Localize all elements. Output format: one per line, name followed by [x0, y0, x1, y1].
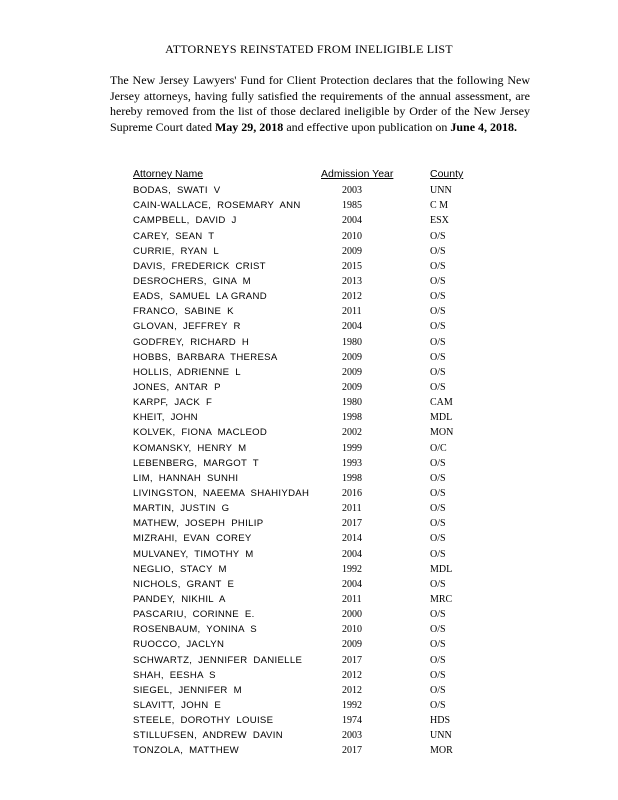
intro-text-part1: The New Jersey Lawyers' Fund for Client Protection declares that the following New Jersey attorneys, having fully satisfied the requirements of the annual assessment, are hereby removed from the list of those declared ineligible by Order of the New Jersey Supreme Court dated: [110, 73, 530, 134]
admission-year-cell: 2014: [342, 533, 362, 545]
intro-text-part2: and effective upon publication on: [283, 119, 451, 134]
county-cell: O/C: [430, 442, 447, 454]
admission-year-cell: 2012: [342, 291, 362, 303]
admission-year-cell: 1998: [342, 412, 362, 424]
attorney-name-cell: NICHOLS, GRANT E: [133, 578, 235, 590]
county-cell: CAM: [430, 397, 453, 409]
attorney-name-cell: NEGLIO, STACY M: [133, 563, 227, 575]
county-cell: O/S: [430, 503, 446, 515]
attorney-name-cell: FRANCO, SABINE K: [133, 306, 234, 318]
county-cell: O/S: [430, 609, 446, 621]
table-row: [133, 289, 473, 304]
county-cell: O/S: [430, 321, 446, 333]
admission-year-cell: 2012: [342, 684, 362, 696]
admission-year-cell: 1980: [342, 397, 362, 409]
county-cell: MON: [430, 427, 454, 439]
admission-year-cell: 2010: [342, 230, 362, 242]
table-row: [133, 441, 473, 456]
table-row: [133, 380, 473, 395]
county-cell: O/S: [430, 366, 446, 378]
attorney-name-cell: MATHEW, JOSEPH PHILIP: [133, 518, 264, 530]
attorney-name-cell: MARTIN, JUSTIN G: [133, 503, 230, 515]
attorney-name-cell: SLAVITT, JOHN E: [133, 699, 222, 711]
county-cell: O/S: [430, 548, 446, 560]
intro-paragraph: [110, 73, 530, 135]
attorney-name-cell: CAREY, SEAN T: [133, 230, 215, 242]
county-cell: UNN: [430, 730, 452, 742]
attorney-name-cell: EADS, SAMUEL LA GRAND: [133, 291, 267, 303]
admission-year-cell: 2000: [342, 609, 362, 621]
admission-year-cell: 2011: [342, 306, 362, 318]
header-county: County: [430, 168, 464, 180]
table-row: [133, 501, 473, 516]
attorney-name-cell: GODFREY, RICHARD H: [133, 336, 250, 348]
admission-year-cell: 1998: [342, 472, 362, 484]
admission-year-cell: 2004: [342, 548, 362, 560]
county-cell: O/S: [430, 699, 446, 711]
attorney-name-cell: CURRIE, RYAN L: [133, 245, 220, 257]
table-row: [133, 668, 473, 683]
county-cell: O/S: [430, 351, 446, 363]
order-date: May 29, 2018: [214, 119, 284, 134]
table-row: [133, 486, 473, 501]
county-cell: O/S: [430, 578, 446, 590]
table-row: [133, 698, 473, 713]
admission-year-cell: 2017: [342, 518, 362, 530]
admission-year-cell: 2009: [342, 245, 362, 257]
admission-year-cell: 2009: [342, 381, 362, 393]
attorney-name-cell: HOLLIS, ADRIENNE L: [133, 366, 241, 378]
attorney-name-cell: STEELE, DOROTHY LOUISE: [133, 715, 274, 727]
attorney-name-cell: BODAS, SWATI V: [133, 185, 221, 197]
admission-year-cell: 2002: [342, 427, 362, 439]
admission-year-cell: 2011: [342, 593, 362, 605]
table-row: [133, 456, 473, 471]
table-row: [133, 274, 473, 289]
table-row: [133, 607, 473, 622]
attorney-name-cell: ROSENBAUM, YONINA S: [133, 624, 257, 636]
attorney-name-cell: HOBBS, BARBARA THERESA: [133, 351, 278, 363]
table-row: [133, 547, 473, 562]
table-row: [133, 562, 473, 577]
attorney-name-cell: STILLUFSEN, ANDREW DAVIN: [133, 730, 283, 742]
publication-date: June 4, 2018.: [450, 119, 518, 134]
attorney-name-cell: SHAH, EESHA S: [133, 669, 216, 681]
attorney-name-cell: DAVIS, FREDERICK CRIST: [133, 260, 266, 272]
table-row: [133, 410, 473, 425]
table-row: [133, 198, 473, 213]
table-row: [133, 183, 473, 198]
county-cell: O/S: [430, 639, 446, 651]
county-cell: HDS: [430, 715, 451, 727]
county-cell: MOR: [430, 745, 453, 757]
table-row: [133, 350, 473, 365]
table-row: [133, 425, 473, 440]
admission-year-cell: 2009: [342, 351, 362, 363]
attorney-name-cell: PANDEY, NIKHIL A: [133, 593, 226, 605]
admission-year-cell: 2015: [342, 260, 362, 272]
attorney-name-cell: LIVINGSTON, NAEEMA SHAHIYDAH: [133, 487, 310, 499]
county-cell: UNN: [430, 185, 452, 197]
county-cell: C M: [430, 200, 449, 212]
table-row: [133, 743, 473, 758]
attorney-name-cell: TONZOLA, MATTHEW: [133, 745, 240, 757]
admission-year-cell: 2009: [342, 639, 362, 651]
admission-year-cell: 1974: [342, 715, 362, 727]
table-row: [133, 213, 473, 228]
county-cell: O/S: [430, 230, 446, 242]
table-row: [133, 304, 473, 319]
attorney-name-cell: DESROCHERS, GINA M: [133, 275, 251, 287]
admission-year-cell: 2004: [342, 578, 362, 590]
attorney-name-cell: MULVANEY, TIMOTHY M: [133, 548, 254, 560]
admission-year-cell: 2012: [342, 669, 362, 681]
table-body: [133, 183, 473, 758]
county-cell: O/S: [430, 336, 446, 348]
county-cell: O/S: [430, 291, 446, 303]
admission-year-cell: 2003: [342, 185, 362, 197]
attorney-table: [133, 168, 473, 758]
county-cell: O/S: [430, 457, 446, 469]
admission-year-cell: 1999: [342, 442, 362, 454]
county-cell: O/S: [430, 669, 446, 681]
table-row: [133, 244, 473, 259]
header-admission-year: Admission Year: [321, 168, 394, 180]
admission-year-cell: 1980: [342, 336, 362, 348]
admission-year-cell: 2016: [342, 487, 362, 499]
table-row: [133, 259, 473, 274]
attorney-name-cell: RUOCCO, JACLYN: [133, 639, 225, 651]
county-cell: O/S: [430, 260, 446, 272]
attorney-name-cell: SIEGEL, JENNIFER M: [133, 684, 242, 696]
document-title: ATTORNEYS REINSTATED FROM INELIGIBLE LIST: [165, 42, 453, 56]
table-row: [133, 577, 473, 592]
table-row: [133, 335, 473, 350]
county-cell: O/S: [430, 306, 446, 318]
table-row: [133, 728, 473, 743]
attorney-name-cell: PASCARIU, CORINNE E.: [133, 609, 255, 621]
admission-year-cell: 2013: [342, 275, 362, 287]
attorney-name-cell: CAMPBELL, DAVID J: [133, 215, 237, 227]
table-row: [133, 395, 473, 410]
attorney-name-cell: GLOVAN, JEFFREY R: [133, 321, 241, 333]
attorney-name-cell: KOMANSKY, HENRY M: [133, 442, 247, 454]
table-row: [133, 319, 473, 334]
table-row: [133, 653, 473, 668]
county-cell: O/S: [430, 518, 446, 530]
attorney-name-cell: SCHWARTZ, JENNIFER DANIELLE: [133, 654, 303, 666]
table-row: [133, 637, 473, 652]
admission-year-cell: 2004: [342, 321, 362, 333]
table-row: [133, 592, 473, 607]
admission-year-cell: 2017: [342, 745, 362, 757]
county-cell: O/S: [430, 624, 446, 636]
county-cell: ESX: [430, 215, 449, 227]
attorney-name-cell: MIZRAHI, EVAN COREY: [133, 533, 252, 545]
county-cell: O/S: [430, 533, 446, 545]
county-cell: O/S: [430, 245, 446, 257]
county-cell: O/S: [430, 684, 446, 696]
table-row: [133, 229, 473, 244]
county-cell: MDL: [430, 563, 453, 575]
table-row: [133, 365, 473, 380]
admission-year-cell: 1992: [342, 563, 362, 575]
county-cell: O/S: [430, 654, 446, 666]
admission-year-cell: 2009: [342, 366, 362, 378]
county-cell: O/S: [430, 381, 446, 393]
attorney-name-cell: LEBENBERG, MARGOT T: [133, 457, 259, 469]
attorney-name-cell: KHEIT, JOHN: [133, 412, 198, 424]
county-cell: MDL: [430, 412, 453, 424]
admission-year-cell: 2010: [342, 624, 362, 636]
admission-year-cell: 1992: [342, 699, 362, 711]
attorney-name-cell: KARPF, JACK F: [133, 397, 213, 409]
table-row: [133, 531, 473, 546]
table-row: [133, 622, 473, 637]
table-row: [133, 516, 473, 531]
admission-year-cell: 1985: [342, 200, 362, 212]
attorney-name-cell: CAIN-WALLACE, ROSEMARY ANN: [133, 200, 301, 212]
admission-year-cell: 2004: [342, 215, 362, 227]
county-cell: O/S: [430, 472, 446, 484]
attorney-name-cell: JONES, ANTAR P: [133, 381, 221, 393]
header-attorney-name: Attorney Name: [133, 168, 204, 180]
attorney-name-cell: LIM, HANNAH SUNHI: [133, 472, 239, 484]
county-cell: O/S: [430, 487, 446, 499]
admission-year-cell: 2017: [342, 654, 362, 666]
county-cell: O/S: [430, 275, 446, 287]
table-row: [133, 713, 473, 728]
admission-year-cell: 2011: [342, 503, 362, 515]
admission-year-cell: 1993: [342, 457, 362, 469]
attorney-name-cell: KOLVEK, FIONA MACLEOD: [133, 427, 268, 439]
table-row: [133, 471, 473, 486]
table-header: [133, 168, 473, 183]
county-cell: MRC: [430, 593, 453, 605]
admission-year-cell: 2003: [342, 730, 362, 742]
table-row: [133, 683, 473, 698]
